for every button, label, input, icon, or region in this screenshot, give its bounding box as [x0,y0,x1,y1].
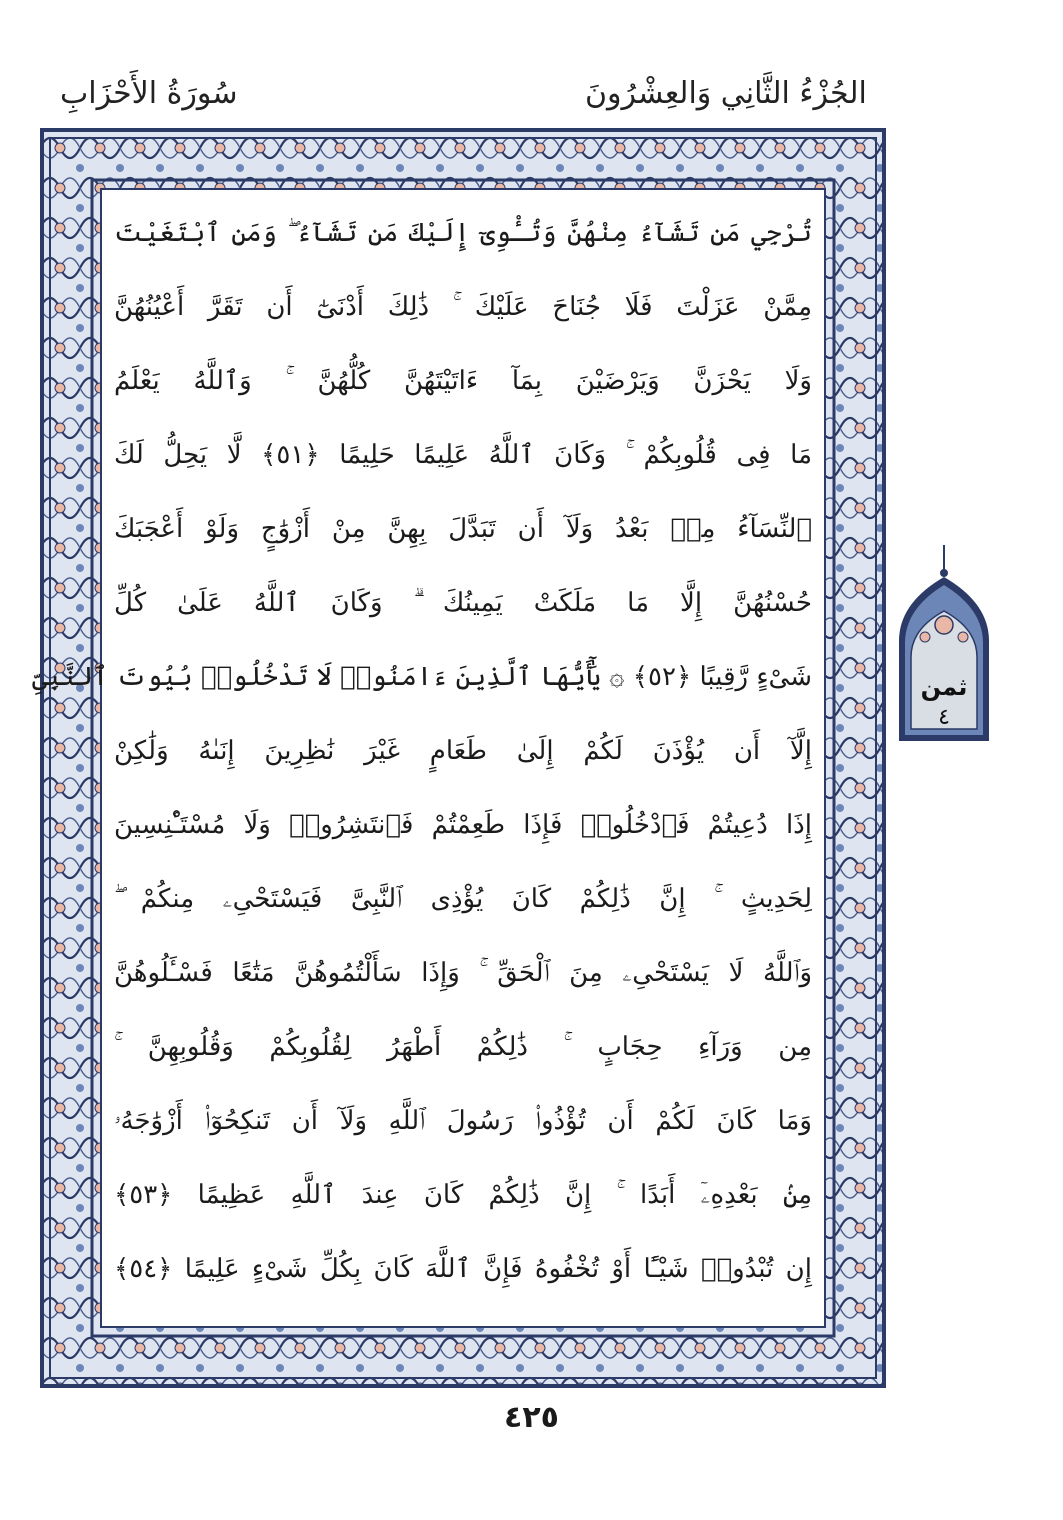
juz-title: الجُزْءُ الثَّانِي وَالعِشْرُونَ [585,76,867,111]
verse-line: مِنۢ بَعْدِهِۦٓ أَبَدًا ۚ إِنَّ ذَٰلِكُمْ كَانَ عِندَ ٱللَّهِ عَظِيمًا ﴿٥٣﴾ [114,1180,812,1210]
hizb-label: ثمن [920,673,968,701]
verse-line: إِن تُبْدُوا۟ شَيْـًٔا أَوْ تُخْفُوهُ فَإِنَّ ٱللَّهَ كَانَ بِكُلِّ شَىْءٍ عَلِيمًا ﴿٥٤﴾ [114,1254,812,1284]
verse-line: شَىْءٍ رَّقِيبًا ﴿٥٢﴾ ۞ يَٰٓأَيُّهَا ٱلَّذِينَ ءَامَنُوا۟ لَا تَدْخُلُوا۟ بُيُوتَ ٱلنَّبِىِّ [31,662,812,692]
verse-line: وَمَا كَانَ لَكُمْ أَن تُؤْذُوا۟ رَسُولَ ٱللَّهِ وَلَآ أَن تَنكِحُوٓا۟ أَزْوَٰجَهُۥ [114,1106,812,1136]
hizb-number: ٤ [938,705,950,730]
verse-lines [31,200,813,1316]
page-number: ٤٢٥ [504,1400,559,1435]
verse-panel [31,188,826,1328]
verse-line: مَا فِى قُلُوبِكُمْ ۚ وَكَانَ ٱللَّهُ عَلِيمًا حَلِيمًا ﴿٥١﴾ لَّا يَحِلُّ لَكَ [114,440,813,470]
surah-title: سُورَةُ الأَحْزَابِ [60,76,238,111]
verse-line: إِلَّآ أَن يُؤْذَنَ لَكُمْ إِلَىٰ طَعَامٍ غَيْرَ نَٰظِرِينَ إِنَىٰهُ وَلَٰكِنْ [114,736,812,766]
verse-line: لِحَدِيثٍ ۚ إِنَّ ذَٰلِكُمْ كَانَ يُؤْذِى ٱلنَّبِىَّ فَيَسْتَحْىِۦ مِنكُمْ ۖ [114,884,812,914]
verse-line: ٱلنِّسَآءُ مِنۢ بَعْدُ وَلَآ أَن تَبَدَّلَ بِهِنَّ مِنْ أَزْوَٰجٍ وَلَوْ أَعْجَبَكَ [114,514,812,544]
verse-line: مِمَّنْ عَزَلْتَ فَلَا جُنَاحَ عَلَيْكَ ۚ ذَٰلِكَ أَدْنَىٰٓ أَن تَقَرَّ أَعْيُنُهُنَّ [114,292,812,322]
verse-line: وَلَا يَحْزَنَّ وَيَرْضَيْنَ بِمَآ ءَاتَيْتَهُنَّ كُلُّهُنَّ ۚ وَٱللَّهُ يَعْلَمُ [114,366,812,396]
verse-line: وَٱللَّهُ لَا يَسْتَحْىِۦ مِنَ ٱلْحَقِّ ۚ وَإِذَا سَأَلْتُمُوهُنَّ مَتَٰعًا فَسْـَٔلُوهُنَّ [114,958,812,988]
verse-line: حُسْنُهُنَّ إِلَّا مَا مَلَكَتْ يَمِينُكَ ۗ وَكَانَ ٱللَّهُ عَلَىٰ كُلِّ [114,588,812,618]
page-frame [31,128,886,1388]
hizb-marker [895,545,993,745]
verse-line: إِذَا دُعِيتُمْ فَٱدْخُلُوا۟ فَإِذَا طَعِمْتُمْ فَٱنتَشِرُوا۟ وَلَا مُسْتَـْٔنِسِينَ [114,810,812,840]
verse-line: مِن وَرَآءِ حِجَابٍ ۚ ذَٰلِكُمْ أَطْهَرُ لِقُلُوبِكُمْ وَقُلُوبِهِنَّ ۚ [114,1032,812,1062]
verse-line: تُرْجِي مَن تَشَآءُ مِنْهُنَّ وَتُـْٔوِىٓ إِلَيْكَ مَن تَشَآءُ ۖ وَمَنِ ٱبْتَغَيْتَ [114,218,812,248]
